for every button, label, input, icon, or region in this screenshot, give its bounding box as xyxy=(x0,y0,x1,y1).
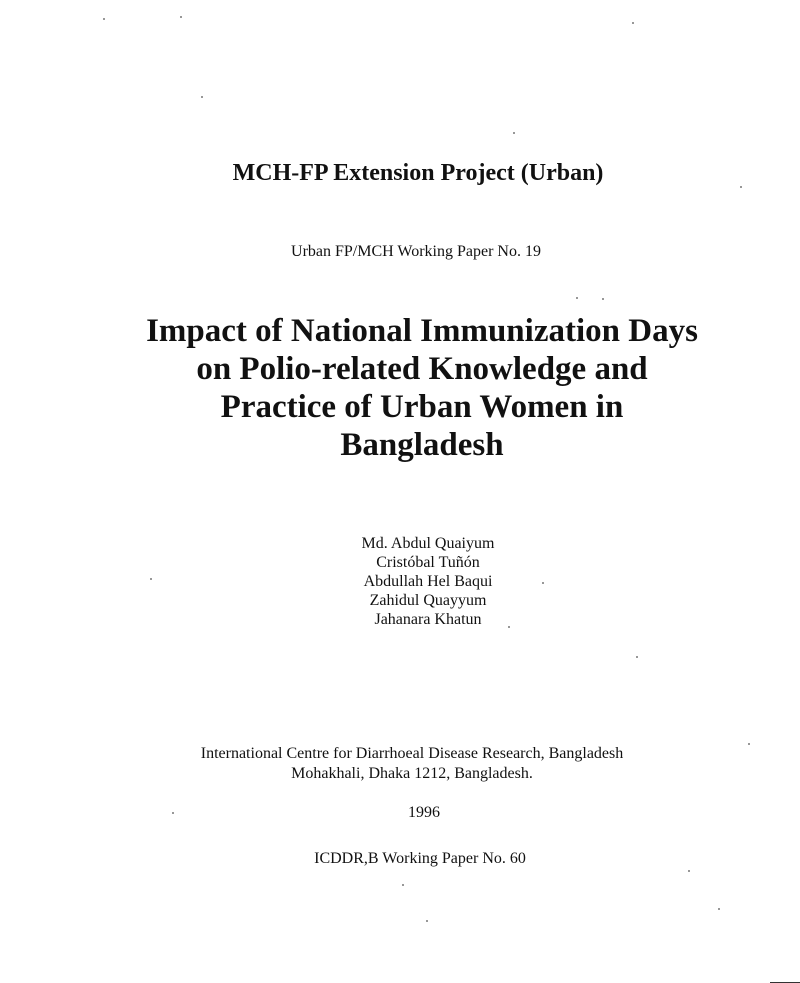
author-name: Zahidul Quayyum xyxy=(369,592,487,609)
scan-speck xyxy=(636,656,638,658)
scan-speck xyxy=(201,96,203,98)
paper-title-line: Practice of Urban Women in xyxy=(220,389,624,425)
scan-speck xyxy=(426,920,428,922)
series-label: Urban FP/MCH Working Paper No. 19 xyxy=(291,243,541,260)
paper-title-line: on Polio-related Knowledge and xyxy=(196,351,648,387)
scan-speck xyxy=(632,22,634,24)
institution-address: Mohakhali, Dhaka 1212, Bangladesh. xyxy=(291,765,533,782)
scan-speck xyxy=(688,870,690,872)
scan-speck xyxy=(513,132,515,134)
author-name: Cristóbal Tuñón xyxy=(376,554,480,571)
scan-speck xyxy=(576,297,578,299)
project-title: MCH-FP Extension Project (Urban) xyxy=(232,160,604,186)
scan-speck xyxy=(150,578,152,580)
author-list xyxy=(28,534,800,629)
paper-title-line: Bangladesh xyxy=(340,427,504,463)
author-name: Md. Abdul Quaiyum xyxy=(361,535,495,552)
author-name: Jahanara Khatun xyxy=(374,611,482,628)
scan-speck xyxy=(508,626,510,628)
scan-speck xyxy=(172,812,174,814)
institution-name: International Centre for Diarrhoeal Disease Research, Bangladesh xyxy=(200,745,624,762)
scan-speck xyxy=(718,908,720,910)
scan-speck xyxy=(740,186,742,188)
paper-title xyxy=(22,312,800,464)
scan-speck xyxy=(542,582,544,584)
scan-speck xyxy=(180,16,182,18)
paper-title-line: Impact of National Immunization Days xyxy=(146,313,698,349)
institution-block xyxy=(12,744,800,784)
author-name: Abdullah Hel Baqui xyxy=(363,573,493,590)
icddrb-paper-number: ICDDR,B Working Paper No. 60 xyxy=(314,850,526,867)
scan-speck xyxy=(602,298,604,300)
scan-speck xyxy=(748,743,750,745)
publication-year: 1996 xyxy=(408,804,440,821)
scan-speck xyxy=(402,884,404,886)
scan-speck xyxy=(103,18,105,20)
